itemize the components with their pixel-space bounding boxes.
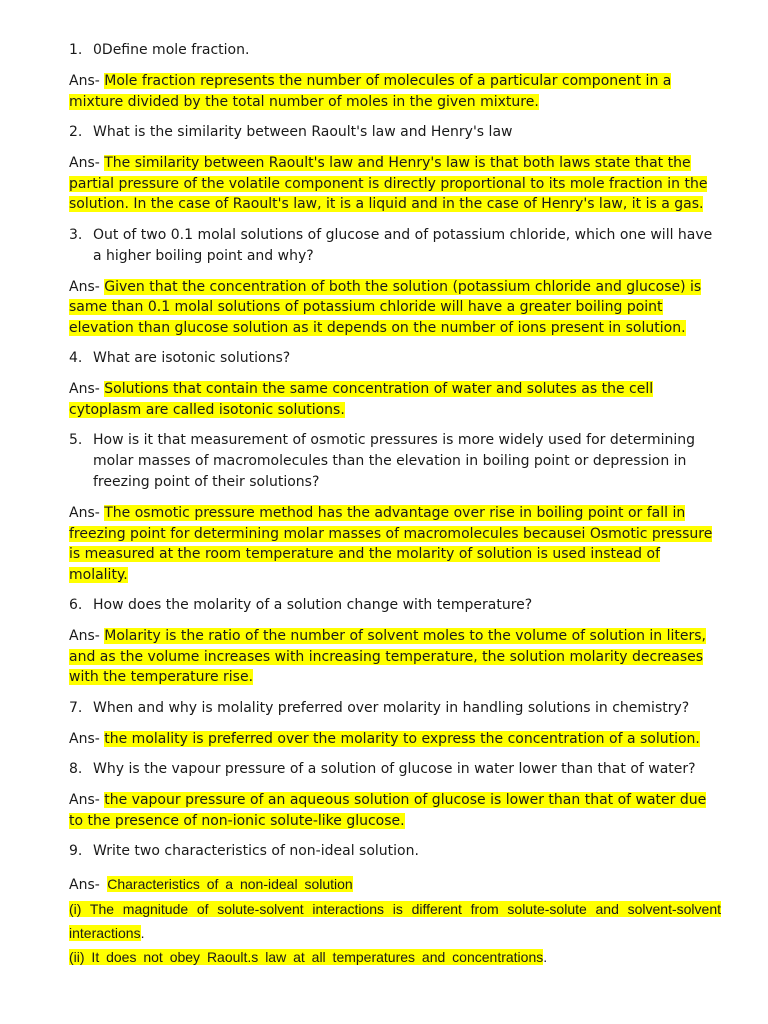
answer-text: Solutions that contain the same concentration of water and solutes as the cell cytoplasm are called isotonic solutions. (69, 381, 654, 418)
question-number: 6. (69, 597, 83, 613)
question-7 (69, 698, 721, 719)
answer-prefix: Ans- (69, 730, 105, 747)
answer-text: Molarity is the ratio of the number of solvent moles to the volume of solution in liters, and as the volume increases with increasing temperature, the solution molarity decreases with the temperature rise. (69, 628, 707, 685)
question-number: 5. (69, 432, 83, 448)
question-number: 7. (69, 699, 83, 716)
question-6 (69, 595, 721, 616)
answer-text: the molality is preferred over the molarity to express the concentration of a solution. (104, 730, 700, 747)
characteristic-2-end: . (543, 949, 548, 965)
answer-prefix: Ans- (69, 792, 105, 808)
question-1 (69, 40, 721, 61)
answer-9 (69, 872, 721, 897)
answer-text: The osmotic pressure method has the advantage over rise in boiling point or fall in freezing point for determining molar masses of macromolecules becausei Osmotic pressure is measured at the room temperature and the molarity of solution is used instead of molality. (69, 505, 713, 583)
answer-9-line-2 (69, 945, 721, 969)
question-9 (69, 841, 721, 862)
question-text: How is it that measurement of osmotic pressures is more widely used for determining molar masses of macromolecules than the elevation in boiling point or depression in freezing point of their solutions? (93, 432, 695, 490)
answer-prefix: Ans- (69, 278, 105, 295)
question-3 (69, 225, 721, 267)
answer-prefix: Ans- (69, 877, 108, 893)
answer-9-line-1 (69, 897, 721, 945)
question-text: Out of two 0.1 molal solutions of glucose and of potassium chloride, which one will have a higher boiling point and why? (93, 226, 713, 264)
answer-8 (69, 790, 721, 831)
characteristic-1-end: . (140, 925, 145, 941)
question-text: 0Define mole fraction. (93, 42, 250, 58)
question-number: 4. (69, 350, 83, 366)
answer-1 (69, 71, 721, 112)
answer-prefix: Ans- (69, 505, 105, 521)
question-text: How does the molarity of a solution change with temperature? (93, 597, 533, 613)
question-8 (69, 759, 721, 780)
answer-text: Given that the concentration of both the solution (potassium chloride and glucose) is same than 0.1 molal solutions of potassium chloride will have a greater boiling point elevation than glucose solution as it depends on the number of ions present in solution. (69, 278, 702, 336)
answer-5 (69, 503, 721, 585)
question-text: When and why is molality preferred over molarity in handling solutions in chemistry? (93, 699, 690, 716)
characteristic-2: (ii) It does not obey Raoult.s law at all temperatures and concentrations (69, 949, 544, 965)
question-number: 1. (69, 42, 83, 58)
answer-3 (69, 277, 721, 339)
answer-7 (69, 729, 721, 750)
answer-6 (69, 626, 721, 688)
answer-4 (69, 379, 721, 420)
answer-2 (69, 153, 721, 215)
question-text: Why is the vapour pressure of a solution of glucose in water lower than that of water? (93, 761, 696, 777)
answer-prefix: Ans- (69, 155, 105, 171)
answer-text: Mole fraction represents the number of molecules of a particular component in a mixture divided by the total number of moles in the given mixture. (69, 73, 672, 110)
question-text: Write two characteristics of non-ideal solution. (93, 843, 419, 859)
question-text: What are isotonic solutions? (93, 350, 291, 366)
question-number: 9. (69, 843, 83, 859)
question-5 (69, 430, 721, 493)
answer-prefix: Ans- (69, 73, 105, 89)
answer-prefix: Ans- (69, 381, 105, 397)
answer-text: Characteristics of a non-ideal solution (107, 876, 353, 892)
question-number: 2. (69, 124, 83, 140)
question-number: 3. (69, 226, 83, 243)
question-text: What is the similarity between Raoult's law and Henry's law (93, 124, 513, 140)
characteristic-1: (i) The magnitude of solute-solvent interactions is different from solute-solute and solvent-solvent interactions (69, 901, 721, 941)
question-number: 8. (69, 761, 83, 777)
document-page (69, 40, 721, 969)
answer-text: The similarity between Raoult's law and Henry's law is that both laws state that the partial pressure of the volatile component is directly proportional to its mole fraction in the solution. In the case of Raoult's law, it is a liquid and in the case of Henry's law, it is a gas. (69, 155, 708, 212)
question-2 (69, 122, 721, 143)
answer-text: the vapour pressure of an aqueous solution of glucose is lower than that of water due to the presence of non-ionic solute-like glucose. (69, 792, 707, 829)
answer-prefix: Ans- (69, 628, 105, 644)
question-4 (69, 348, 721, 369)
